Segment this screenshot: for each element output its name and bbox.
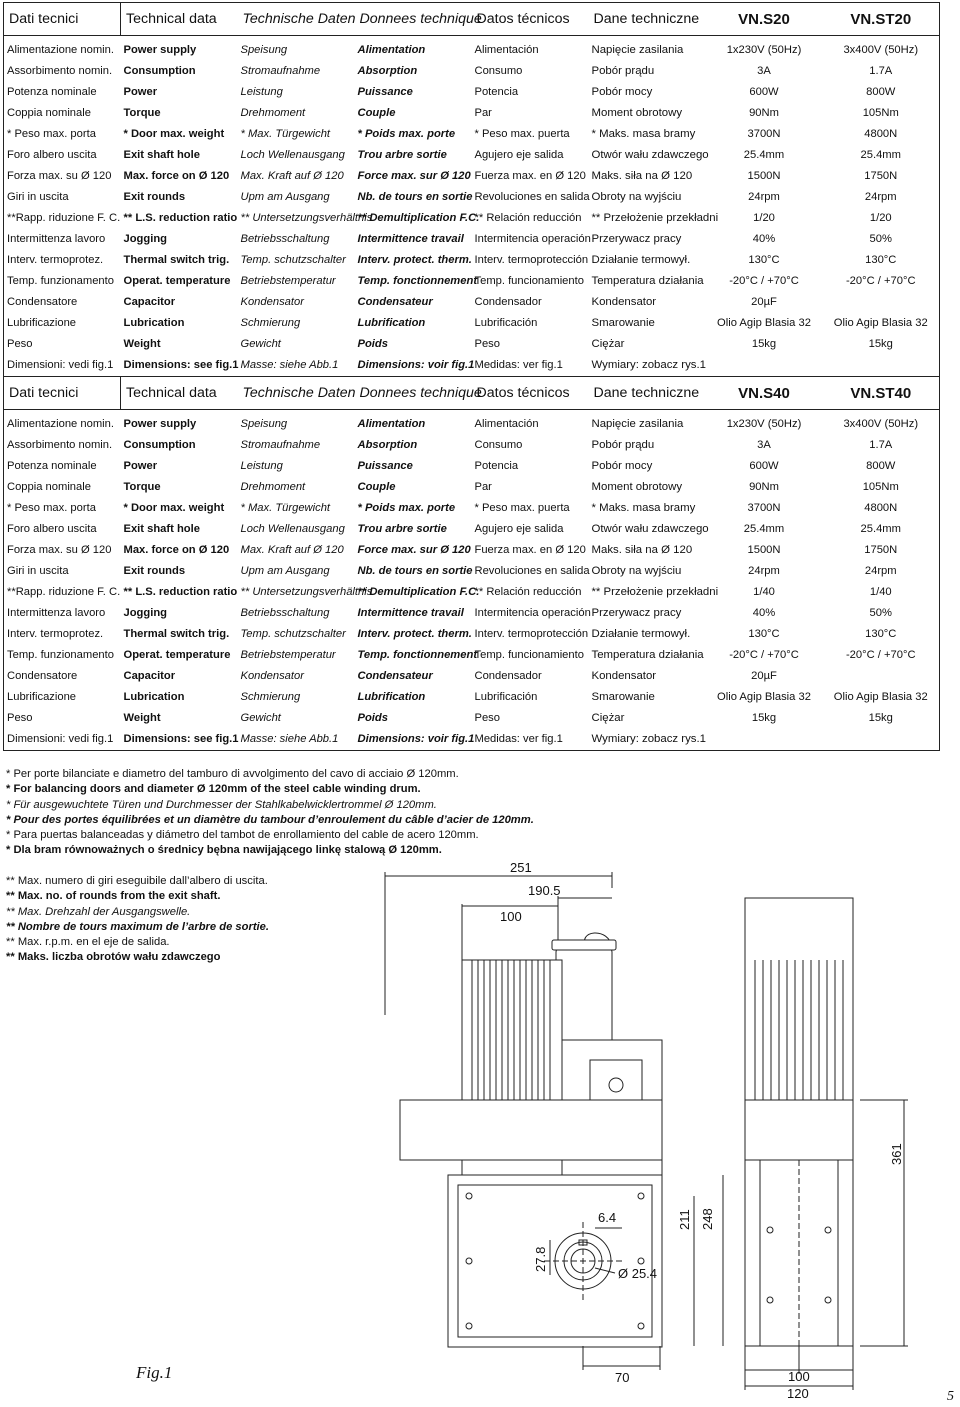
note2-en: ** Max. no. of rounds from the exit shaft.	[6, 890, 221, 903]
cell-es: Intermitencia operación	[474, 607, 591, 619]
cell-fr: Dimensions: voir fig.1	[357, 359, 475, 371]
cell-fr: * Poids max. porte	[357, 502, 456, 514]
cell-es: Revoluciones en salida	[474, 565, 590, 577]
cell-pl: Kondensator	[591, 296, 657, 308]
cell-de: Loch Wellenausgang	[240, 523, 345, 535]
cell-it: Intermittenza lavoro	[7, 233, 106, 245]
cell-pl: Kondensator	[591, 670, 657, 682]
dim-120: 120	[787, 1386, 809, 1401]
header-lang-1: Technical data	[121, 377, 238, 410]
note2-fr: ** Nombre de tours maximum de l’arbre de sortie.	[6, 920, 269, 933]
cell-fr: ** Demultiplication F.C.	[357, 212, 480, 224]
cell-fr: * Poids max. porte	[357, 128, 456, 140]
dim-190-5: 190.5	[528, 883, 561, 898]
cell-it: Peso	[7, 712, 33, 724]
cell-value: Olio Agip Blasia 32	[833, 691, 928, 703]
cell-value: 3700N	[747, 128, 781, 140]
cell-value: 1/40	[869, 586, 892, 598]
cell-value: 1/40	[753, 586, 775, 598]
cell-en: Max. force on Ø 120	[123, 544, 230, 556]
model-header-0: VN.S40	[706, 377, 823, 410]
header-lang-2: Technische Daten	[238, 377, 355, 410]
cell-en: ** L.S. reduction ratio	[123, 586, 238, 598]
cell-value: -20°C / +70°C	[729, 275, 799, 287]
cell-value: 1750N	[864, 544, 898, 556]
cell-es: ** Relación reducción	[474, 212, 582, 224]
cell-it: Forza max. su Ø 120	[7, 544, 112, 556]
cell-value: 3x400V (50Hz)	[843, 44, 919, 56]
cell-value: 3700N	[747, 502, 781, 514]
cell-es: Lubrificación	[474, 691, 538, 703]
cell-fr: Temp. fonctionnement	[357, 649, 478, 661]
dim-diameter-25-4: Ø 25.4	[618, 1266, 658, 1281]
header-lang-4: Datos técnicos	[472, 377, 589, 410]
cell-es: * Peso max. puerta	[474, 502, 570, 514]
cell-de: Speisung	[240, 44, 288, 56]
note2-it: ** Max. numero di giri eseguibile dall’albero di uscita.	[6, 875, 268, 887]
model-header-1: VN.ST40	[823, 377, 940, 410]
cell-de: Masse: siehe Abb.1	[240, 733, 339, 745]
cell-es: Consumo	[474, 65, 523, 77]
cell-en: Weight	[123, 712, 161, 724]
cell-value: 40%	[752, 607, 776, 619]
dim-100-bottom: 100	[788, 1369, 810, 1384]
cell-es: Fuerza max. en Ø 120	[474, 170, 586, 182]
cell-pl: Obroty na wyjściu	[591, 565, 682, 577]
cell-fr: Condensateur	[357, 296, 433, 308]
cell-fr: Absorption	[357, 439, 418, 451]
cell-it: Intermittenza lavoro	[7, 607, 106, 619]
cell-value: Olio Agip Blasia 32	[833, 317, 928, 329]
cell-fr: Absorption	[357, 65, 418, 77]
cell-de: Stromaufnahme	[240, 439, 321, 451]
cell-es: Condensador	[474, 296, 542, 308]
cell-de: Max. Kraft auf Ø 120	[240, 544, 344, 556]
cell-pl: Obroty na wyjściu	[591, 191, 682, 203]
cell-pl: Pobór mocy	[591, 86, 653, 98]
cell-it: Condensatore	[7, 296, 78, 308]
cell-pl: Moment obrotowy	[591, 107, 683, 119]
cell-value: 130°C	[865, 628, 897, 640]
cell-fr: Nb. de tours en sortie	[357, 191, 473, 203]
cell-value: 3x400V (50Hz)	[843, 418, 919, 430]
cell-value: 800W	[866, 460, 896, 472]
cell-value: 25.4mm	[860, 149, 901, 161]
cell-es: Alimentación	[474, 418, 539, 430]
cell-pl: Maks. siła na Ø 120	[591, 170, 693, 182]
cell-value: 24rpm	[748, 565, 780, 577]
cell-de: * Max. Türgewicht	[240, 502, 331, 514]
cell-value: 800W	[866, 86, 896, 98]
cell-value: 90Nm	[749, 107, 779, 119]
cell-pl: Wymiary: zobacz rys.1	[591, 359, 706, 371]
cell-value: 50%	[869, 607, 892, 619]
cell-de: Betriebsschaltung	[240, 607, 330, 619]
cell-es: Agujero eje salida	[474, 149, 564, 161]
cell-en: Power supply	[123, 44, 197, 56]
cell-it: * Peso max. porta	[7, 128, 96, 140]
cell-fr: Nb. de tours en sortie	[357, 565, 473, 577]
cell-it: Assorbimento nomin.	[7, 65, 113, 77]
cell-en: Dimensions: see fig.1	[123, 359, 239, 371]
header-lang-1: Technical data	[121, 3, 238, 36]
cell-en: Power	[123, 460, 158, 472]
cell-value: 105Nm	[862, 107, 899, 119]
cell-value: 20µF	[751, 670, 777, 682]
cell-it: **Rapp. riduzione F. C.	[7, 586, 121, 598]
cell-en: Weight	[123, 338, 161, 350]
cell-es: Potencia	[474, 460, 519, 472]
cell-en: Thermal switch trig.	[123, 254, 230, 266]
cell-de: Betriebstemperatur	[240, 275, 336, 287]
note2-es: ** Max. r.p.m. en el eje de salida.	[6, 936, 170, 949]
cell-de: Kondensator	[240, 296, 304, 308]
cell-en: Thermal switch trig.	[123, 628, 230, 640]
cell-pl: Otwór wału zdawczego	[591, 523, 709, 535]
cell-de: * Max. Türgewicht	[240, 128, 331, 140]
cell-en: Jogging	[123, 607, 167, 619]
cell-it: Potenza nominale	[7, 86, 97, 98]
model-header-1: VN.ST20	[823, 3, 940, 36]
dim-248: 248	[700, 1208, 715, 1230]
cell-it: Giri in uscita	[7, 565, 69, 577]
header-lang-0: Dati tecnici	[4, 3, 121, 36]
cell-value: 4800N	[864, 128, 898, 140]
cell-it: Alimentazione nomin.	[7, 418, 114, 430]
cell-pl: Temperatura działania	[591, 275, 704, 287]
cell-en: Capacitor	[123, 296, 176, 308]
cell-es: Peso	[474, 712, 500, 724]
cell-en: Max. force on Ø 120	[123, 170, 230, 182]
cell-pl: Pobór prądu	[591, 65, 655, 77]
cell-value: 15kg	[868, 338, 893, 350]
cell-value: 25.4mm	[860, 523, 901, 535]
cell-it: Alimentazione nomin.	[7, 44, 114, 56]
header-lang-5: Dane techniczne	[589, 377, 706, 410]
cell-pl: Działanie termowył.	[591, 628, 691, 640]
cell-es: Revoluciones en salida	[474, 191, 590, 203]
cell-fr: Puissance	[357, 460, 413, 472]
cell-fr: Force max. sur Ø 120	[357, 544, 471, 556]
note-fr: * Pour des portes équilibrées et un diamètre du tambour d’enroulement du câble d’acier de 120mm.	[6, 813, 534, 826]
cell-es: Peso	[474, 338, 500, 350]
cell-value: 600W	[749, 86, 779, 98]
cell-it: Assorbimento nomin.	[7, 439, 113, 451]
cell-it: Dimensioni: vedi fig.1	[7, 733, 114, 745]
cell-es: Lubrificación	[474, 317, 538, 329]
cell-de: Temp. schutzschalter	[240, 254, 346, 266]
cell-de: Schmierung	[240, 317, 301, 329]
cell-es: * Peso max. puerta	[474, 128, 570, 140]
cell-fr: Couple	[357, 107, 396, 119]
cell-de: Masse: siehe Abb.1	[240, 359, 339, 371]
cell-es: Par	[474, 481, 492, 493]
cell-en: Torque	[123, 107, 161, 119]
cell-pl: Napięcie zasilania	[591, 418, 684, 430]
cell-en: Capacitor	[123, 670, 176, 682]
cell-de: Stromaufnahme	[240, 65, 321, 77]
cell-it: Lubrificazione	[7, 317, 77, 329]
cell-value: 1500N	[747, 170, 781, 182]
cell-it: **Rapp. riduzione F. C.	[7, 212, 121, 224]
cell-fr: Intermittence travail	[357, 607, 464, 619]
cell-value: 24rpm	[748, 191, 780, 203]
cell-es: Condensador	[474, 670, 542, 682]
cell-it: Interv. termoprotez.	[7, 628, 104, 640]
cell-de: Max. Kraft auf Ø 120	[240, 170, 344, 182]
cell-value: 130°C	[748, 628, 780, 640]
cell-it: Foro albero uscita	[7, 523, 97, 535]
cell-es: Fuerza max. en Ø 120	[474, 544, 586, 556]
cell-value: 15kg	[868, 712, 893, 724]
cell-pl: Moment obrotowy	[591, 481, 683, 493]
cell-de: Upm am Ausgang	[240, 191, 330, 203]
cell-value: -20°C / +70°C	[729, 649, 799, 661]
cell-fr: Interv. protect. therm.	[357, 254, 472, 266]
cell-fr: Interv. protect. therm.	[357, 628, 472, 640]
cell-it: Coppia nominale	[7, 481, 91, 493]
cell-it: Temp. funzionamento	[7, 275, 114, 287]
cell-pl: Napięcie zasilania	[591, 44, 684, 56]
cell-pl: Otwór wału zdawczego	[591, 149, 709, 161]
dim-100-top: 100	[500, 909, 522, 924]
cell-value: 1x230V (50Hz)	[726, 418, 802, 430]
header-lang-3: Donnees technique	[355, 377, 472, 410]
cell-en: ** L.S. reduction ratio	[123, 212, 238, 224]
cell-de: Leistung	[240, 460, 283, 472]
header-lang-2: Technische Daten	[238, 3, 355, 36]
dim-361: 361	[889, 1143, 904, 1165]
cell-de: Betriebstemperatur	[240, 649, 336, 661]
cell-value: 25.4mm	[743, 523, 785, 535]
cell-value: 105Nm	[862, 481, 899, 493]
cell-it: Forza max. su Ø 120	[7, 170, 112, 182]
cell-it: Giri in uscita	[7, 191, 69, 203]
cell-fr: Dimensions: voir fig.1	[357, 733, 475, 745]
cell-value: 1/20	[753, 212, 775, 224]
cell-de: ** Untersetzungsverhältnis	[240, 586, 373, 598]
note-es: * Para puertas balanceadas y diámetro del tambot de enrollamiento del cable de acero 120mm.	[6, 829, 479, 842]
cell-it: * Peso max. porta	[7, 502, 96, 514]
cell-en: Lubrication	[123, 317, 185, 329]
cell-fr: Lubrification	[357, 691, 426, 703]
cell-value: 1.7A	[869, 65, 893, 77]
dim-211: 211	[677, 1209, 692, 1230]
cell-de: ** Untersetzungsverhältnis	[240, 212, 373, 224]
cell-value: -20°C / +70°C	[845, 649, 916, 661]
cell-fr: Alimentation	[357, 44, 426, 56]
dim-70: 70	[615, 1370, 630, 1385]
model-header-0: VN.S20	[706, 3, 823, 36]
cell-it: Temp. funzionamento	[7, 649, 114, 661]
cell-pl: Pobór prądu	[591, 439, 655, 451]
cell-es: Intermitencia operación	[474, 233, 591, 245]
cell-fr: Puissance	[357, 86, 413, 98]
cell-value: 3A	[757, 65, 771, 77]
cell-en: * Door max. weight	[123, 502, 225, 514]
header-lang-4: Datos técnicos	[472, 3, 589, 36]
cell-de: Drehmoment	[240, 107, 306, 119]
cell-value: 20µF	[751, 296, 777, 308]
cell-en: Exit shaft hole	[123, 149, 200, 161]
cell-en: Dimensions: see fig.1	[123, 733, 239, 745]
cell-en: Consumption	[123, 65, 196, 77]
dim-6-4: 6.4	[598, 1210, 617, 1225]
cell-value: 4800N	[864, 502, 898, 514]
cell-de: Temp. schutzschalter	[240, 628, 346, 640]
cell-value: 24rpm	[864, 565, 897, 577]
cell-fr: Couple	[357, 481, 396, 493]
cell-fr: Poids	[357, 338, 388, 350]
note2-de: ** Max. Drehzahl der Ausgangswelle.	[6, 905, 191, 918]
cell-de: Loch Wellenausgang	[240, 149, 345, 161]
note-pl: * Dla bram równoważnych o średnicy bębna nawijającego linkę stalową Ø 120mm.	[6, 844, 442, 857]
cell-value: Olio Agip Blasia 32	[717, 691, 811, 703]
cell-it: Lubrificazione	[7, 691, 77, 703]
cell-de: Speisung	[240, 418, 288, 430]
cell-value: 90Nm	[749, 481, 779, 493]
cell-de: Gewicht	[240, 338, 281, 350]
note-de: * Für ausgewuchtete Türen und Durchmesser der Stahlkabelwicklertrommel Ø 120mm.	[6, 798, 437, 811]
cell-es: Consumo	[474, 439, 523, 451]
cell-fr: Temp. fonctionnement	[357, 275, 478, 287]
cell-value: 1x230V (50Hz)	[726, 44, 802, 56]
cell-value: Olio Agip Blasia 32	[717, 317, 811, 329]
cell-de: Schmierung	[240, 691, 301, 703]
cell-en: Consumption	[123, 439, 196, 451]
cell-pl: Temperatura działania	[591, 649, 704, 661]
cell-value: 600W	[749, 460, 779, 472]
cell-es: Interv. termoprotección	[474, 254, 589, 266]
cell-en: Exit rounds	[123, 191, 186, 203]
cell-es: ** Relación reducción	[474, 586, 582, 598]
cell-en: Lubrication	[123, 691, 185, 703]
cell-es: Potencia	[474, 86, 519, 98]
cell-fr: Trou arbre sortie	[357, 149, 447, 161]
cell-en: Power	[123, 86, 158, 98]
cell-es: Interv. termoprotección	[474, 628, 589, 640]
header-lang-3: Donnees technique	[355, 3, 472, 36]
cell-es: Medidas: ver fig.1	[474, 733, 563, 745]
cell-it: Peso	[7, 338, 33, 350]
cell-en: * Door max. weight	[123, 128, 225, 140]
cell-value: 50%	[869, 233, 892, 245]
cell-de: Drehmoment	[240, 481, 306, 493]
note2-pl: ** Maks. liczba obrotów wału zdawczego	[6, 951, 221, 964]
cell-en: Exit rounds	[123, 565, 186, 577]
cell-it: Interv. termoprotez.	[7, 254, 104, 266]
page-number: 5	[947, 1389, 954, 1404]
cell-value: 25.4mm	[743, 149, 785, 161]
cell-it: Foro albero uscita	[7, 149, 97, 161]
cell-de: Betriebsschaltung	[240, 233, 330, 245]
cell-fr: Trou arbre sortie	[357, 523, 447, 535]
cell-value: 15kg	[751, 712, 777, 724]
cell-fr: Poids	[357, 712, 388, 724]
cell-en: Jogging	[123, 233, 167, 245]
cell-value: 1500N	[747, 544, 781, 556]
cell-pl: Przerywacz pracy	[591, 233, 682, 245]
dim-27-8: 27.8	[533, 1246, 548, 1272]
cell-it: Condensatore	[7, 670, 78, 682]
cell-en: Torque	[123, 481, 161, 493]
header-lang-5: Dane techniczne	[589, 3, 706, 36]
cell-es: Par	[474, 107, 492, 119]
figure-label: Fig.1	[136, 1363, 173, 1382]
cell-en: Operat. temperature	[123, 275, 231, 287]
cell-pl: * Maks. masa bramy	[591, 128, 696, 140]
cell-value: 1.7A	[869, 439, 893, 451]
cell-de: Kondensator	[240, 670, 304, 682]
cell-it: Dimensioni: vedi fig.1	[7, 359, 114, 371]
cell-pl: Działanie termowył.	[591, 254, 691, 266]
cell-fr: Lubrification	[357, 317, 426, 329]
cell-pl: Maks. siła na Ø 120	[591, 544, 693, 556]
cell-pl: Ciężar	[591, 712, 625, 724]
note-it: * Per porte bilanciate e diametro del tamburo di avvolgimento del cavo di acciaio Ø 120mm.	[6, 768, 459, 780]
cell-value: 1/20	[869, 212, 892, 224]
cell-de: Gewicht	[240, 712, 281, 724]
cell-value: 130°C	[748, 254, 780, 266]
cell-value: 3A	[757, 439, 771, 451]
cell-pl: ** Przełożenie przekładni	[591, 586, 719, 598]
cell-pl: ** Przełożenie przekładni	[591, 212, 719, 224]
dim-251: 251	[510, 860, 532, 875]
cell-fr: Alimentation	[357, 418, 426, 430]
cell-it: Potenza nominale	[7, 460, 97, 472]
cell-value: 15kg	[751, 338, 777, 350]
cell-fr: Intermittence travail	[357, 233, 464, 245]
cell-pl: Ciężar	[591, 338, 625, 350]
cell-value: 1750N	[864, 170, 898, 182]
cell-value: 24rpm	[864, 191, 897, 203]
cell-pl: Wymiary: zobacz rys.1	[591, 733, 706, 745]
header-lang-0: Dati tecnici	[4, 377, 121, 410]
cell-value: 130°C	[865, 254, 897, 266]
cell-it: Coppia nominale	[7, 107, 91, 119]
cell-es: Temp. funcionamiento	[474, 649, 584, 661]
cell-de: Upm am Ausgang	[240, 565, 330, 577]
cell-value: 40%	[752, 233, 776, 245]
cell-value: -20°C / +70°C	[845, 275, 916, 287]
cell-es: Agujero eje salida	[474, 523, 564, 535]
cell-pl: Smarowanie	[591, 317, 655, 329]
cell-fr: ** Demultiplication F.C.	[357, 586, 480, 598]
cell-fr: Condensateur	[357, 670, 433, 682]
cell-de: Leistung	[240, 86, 283, 98]
cell-fr: Force max. sur Ø 120	[357, 170, 471, 182]
cell-pl: Pobór mocy	[591, 460, 653, 472]
cell-es: Medidas: ver fig.1	[474, 359, 563, 371]
cell-en: Exit shaft hole	[123, 523, 200, 535]
cell-pl: Przerywacz pracy	[591, 607, 682, 619]
cell-pl: * Maks. masa bramy	[591, 502, 696, 514]
note-en: * For balancing doors and diameter Ø 120mm of the steel cable winding drum.	[6, 783, 421, 796]
cell-pl: Smarowanie	[591, 691, 655, 703]
cell-es: Temp. funcionamiento	[474, 275, 584, 287]
cell-en: Operat. temperature	[123, 649, 231, 661]
cell-es: Alimentación	[474, 44, 539, 56]
cell-en: Power supply	[123, 418, 197, 430]
